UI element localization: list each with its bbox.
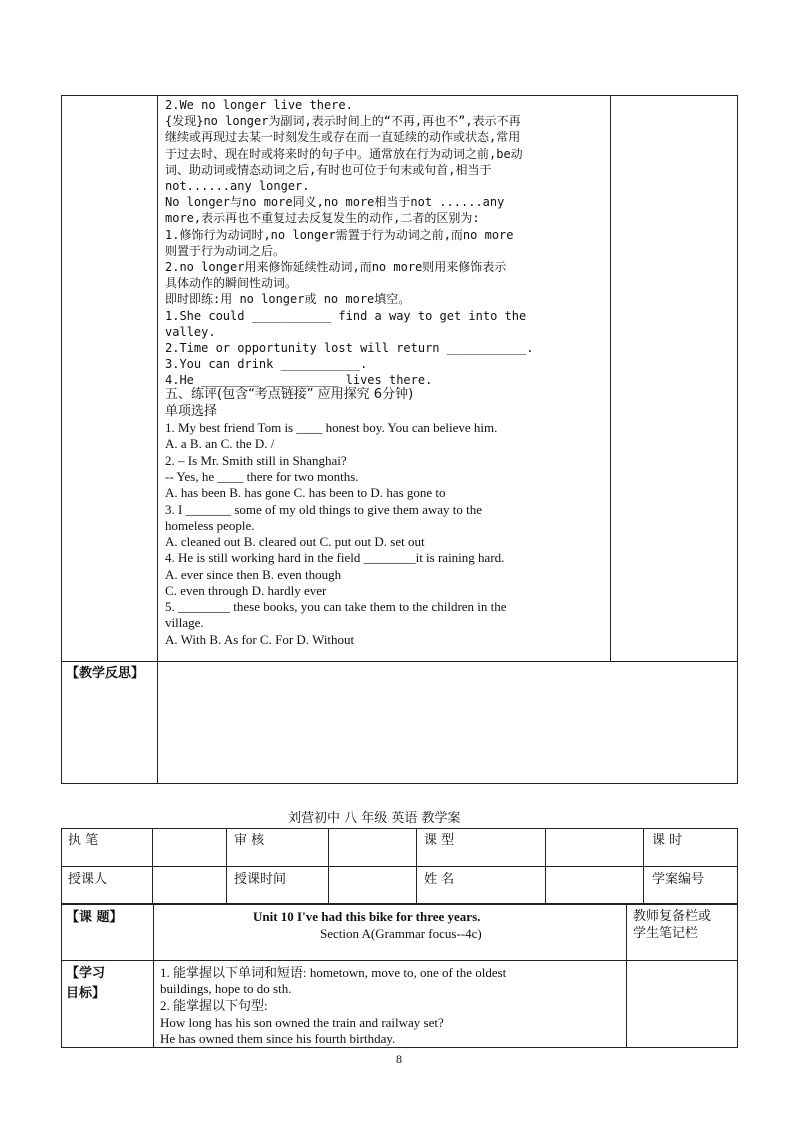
name-label: 姓 名 — [424, 872, 455, 887]
table-col-divider — [152, 828, 153, 904]
table-border-bottom — [61, 783, 738, 784]
exercise-line: A. ever since then B. even though — [165, 567, 342, 582]
exercise-line: A. With B. As for C. For D. Without — [165, 632, 355, 647]
exercise-line: A. a B. an C. the D. / — [165, 436, 275, 451]
table-col-divider — [153, 904, 154, 1048]
note-line: more,表示再也不重复过去反复发生的动作,二者的区别为: — [165, 211, 480, 225]
exercise-line: 4. He is still working hard in the field ________it is raining hard. — [165, 550, 505, 565]
table-col-divider — [643, 828, 644, 904]
table-border-left — [61, 95, 62, 784]
exercise-line: -- Yes, he ____ there for two months. — [165, 469, 359, 484]
plan-number-label: 学案编号 — [652, 872, 705, 887]
note-line: 1.She could ___________ find a way to get into the — [165, 309, 527, 323]
lesson-hours-label: 课 时 — [652, 833, 683, 848]
exercise-line: 2. – Is Mr. Smith still in Shanghai? — [165, 453, 347, 468]
table-border-right — [737, 828, 738, 1048]
note-line: 继续或再现过去某一时刻发生或存在而一直延续的动作或状态,常用 — [165, 130, 521, 144]
table-row-divider — [61, 866, 738, 867]
teacher-label: 授课人 — [68, 872, 108, 887]
exercise-line: homeless people. — [165, 518, 255, 533]
goal-label: 目标】 — [66, 986, 106, 1001]
table-col-divider — [226, 828, 227, 904]
exercise-line: village. — [165, 615, 204, 630]
table-row-divider — [61, 903, 738, 905]
goal-line: 2. 能掌握以下句型: — [160, 998, 268, 1013]
goal-line: buildings, hope to do sth. — [160, 981, 292, 996]
lesson-time-label: 授课时间 — [234, 872, 287, 887]
page-title: 刘营初中 八 年级 英语 教学案 — [288, 811, 461, 826]
topic-label: 【课 题】 — [66, 910, 123, 925]
exercise-line: 5. ________ these books, you can take them to the children in the — [165, 599, 507, 614]
table-border-right — [737, 95, 738, 784]
table-col-divider — [545, 828, 546, 904]
writer-label: 执 笔 — [68, 833, 99, 848]
lesson-type-label: 课 型 — [424, 833, 455, 848]
note-line: 2.Time or opportunity lost will return ___________. — [165, 341, 534, 355]
exercise-line: C. even through D. hardly ever — [165, 583, 327, 598]
note-line: {发现}no longer为副词,表示时间上的“不再,再也不”,表示不再 — [165, 114, 521, 128]
note-line: 1.修饰行为动词时,no longer需置于行为动词之前,而no more — [165, 228, 514, 242]
goal-line: How long has his son owned the train and railway set? — [160, 1015, 444, 1030]
exercise-line: 3. I _______ some of my old things to give them away to the — [165, 502, 483, 517]
table-border-bottom — [61, 1047, 738, 1048]
topic-title: Unit 10 I've had this bike for three years. — [253, 909, 481, 924]
table-col-divider — [416, 828, 417, 904]
table-border-top — [61, 95, 738, 96]
goal-line: 1. 能掌握以下单词和短语: hometown, move to, one of the oldest — [160, 965, 507, 980]
goal-label: 【学习 — [66, 966, 106, 981]
table-row-divider — [61, 960, 738, 961]
page-number: 8 — [396, 1052, 402, 1066]
table-border-mid — [61, 661, 738, 662]
section-heading: 五、练评(包含“考点链接” 应用探究 6分钟) — [165, 387, 414, 402]
exercise-line: A. has been B. has gone C. has been to D. has gone to — [165, 485, 446, 500]
section-subheading: 单项选择 — [165, 404, 218, 419]
note-line: 2.We no longer live there. — [165, 98, 353, 112]
table-col-divider — [626, 904, 627, 1048]
note-line: 具体动作的瞬间性动词。 — [165, 276, 298, 290]
reflection-label: 【教学反思】 — [66, 666, 145, 681]
reviewer-label: 审 核 — [234, 833, 265, 848]
note-line: 则置于行为动词之后。 — [165, 244, 286, 258]
table-col-divider — [328, 828, 329, 904]
exercise-line: 1. My best friend Tom is ____ honest boy. You can believe him. — [165, 420, 498, 435]
note-line: 词、助动词或情态动词之后,有时也可位于句末或句首,相当于 — [165, 163, 492, 177]
notes-label: 学生笔记栏 — [633, 926, 699, 941]
note-line: 即时即练:用 no longer或 no more填空。 — [165, 292, 411, 306]
topic-subtitle: Section A(Grammar focus--4c) — [320, 926, 482, 941]
table-divider-2 — [610, 95, 611, 662]
table-divider-1 — [157, 95, 158, 784]
goal-line: He has owned them since his fourth birthday. — [160, 1031, 396, 1046]
note-line: 4.He ________ __________ lives there. — [165, 373, 433, 387]
note-line: No longer与no more同义,no more相当于not ......any — [165, 195, 505, 209]
table-border-top — [61, 828, 738, 829]
note-line: 3.You can drink ___________. — [165, 357, 368, 371]
exercise-line: A. cleaned out B. cleared out C. put out D. set out — [165, 534, 425, 549]
table-border-left — [61, 828, 62, 1048]
note-line: not......any longer. — [165, 179, 310, 193]
notes-label: 教师复备栏或 — [633, 909, 712, 924]
note-line: valley. — [165, 325, 216, 339]
note-line: 2.no longer用来修饰延续性动词,而no more则用来修饰表示 — [165, 260, 507, 274]
note-line: 于过去时、现在时或将来时的句子中。通常放在行为动词之前,be动 — [165, 147, 523, 161]
